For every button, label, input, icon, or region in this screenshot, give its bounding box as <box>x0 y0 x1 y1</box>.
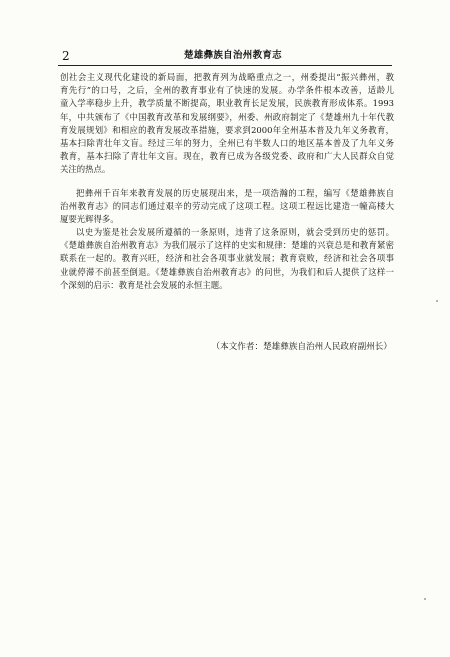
text-line: 把彝州千百年来教育发展的历史展现出来，是一项浩瀚的工程，编写《楚雄彝族自 <box>76 187 394 198</box>
text-line: 《楚雄彝族自治州教育志》为我们展示了这样的史实和规律：楚雄的兴衰总是和教育紧密 <box>60 240 394 251</box>
scan-speck <box>436 300 438 302</box>
paragraph-gap <box>60 177 394 187</box>
text-line: 治州教育志》的同志们通过艰辛的劳动完成了这项工程。这项工程远比建造一幢高楼大 <box>60 200 394 211</box>
text-line: 基本扫除青壮年文盲。经过三年的努力，全州已有半数人口的地区基本普及了九年义务 <box>60 137 394 148</box>
running-title: 楚雄彝族自治州教育志 <box>183 50 282 61</box>
paragraph-1 <box>60 71 394 177</box>
paragraph-2 <box>60 187 394 227</box>
text-line: 育先行”的口号，之后，全州的教育事业有了快速的发展。办学条件根本改善，适龄儿 <box>60 85 394 96</box>
text-line: 年，中共颁布了《中国教育改革和发展纲要》，州委、州政府制定了《楚雄州九十年代教 <box>60 111 394 122</box>
text-line: 育发展规划》和相应的教育发展改革措施，要求到2000年全州基本普及九年义务教育， <box>60 124 394 135</box>
paragraph-3 <box>60 226 394 292</box>
text-line: 业就停滞不前甚至倒退。《楚雄彝族自治州教育志》的问世，为我们和后人提供了这样一 <box>60 266 394 277</box>
text-line: 厦要光辉得多。 <box>60 213 119 224</box>
text-line: 关注的热点。 <box>60 164 111 175</box>
text-line: 联系在一起的。教育兴旺，经济和社会各项事业就发展；教育衰败，经济和社会各项事 <box>60 253 394 264</box>
page-header <box>58 48 392 66</box>
text-line: 教育，基本扫除了青壮年文盲。现在，教育已成为各级党委、政府和广大人民群众自觉 <box>60 151 394 162</box>
header-rule <box>58 65 392 66</box>
text-line: 以史为鉴是社会发展所遵循的一条原则，违背了这条原则，就会受到历史的惩罚。 <box>76 227 394 238</box>
text-line: 创社会主义现代化建设的新局面，把教育列为战略重点之一，州委提出“振兴彝州，教 <box>60 72 394 82</box>
scan-speck <box>424 598 426 600</box>
text-line: 童入学率稳步上升，教学质量不断提高，职业教育长足发展，民族教育形成体系。1993 <box>60 98 394 109</box>
page-number: 2 <box>62 49 70 63</box>
body-text <box>60 71 394 292</box>
text-line: 个深刻的启示：教育是社会发展的永恒主题。 <box>60 279 228 290</box>
author-signature: （本文作者：楚雄彝族自治州人民政府副州长） <box>211 342 392 352</box>
